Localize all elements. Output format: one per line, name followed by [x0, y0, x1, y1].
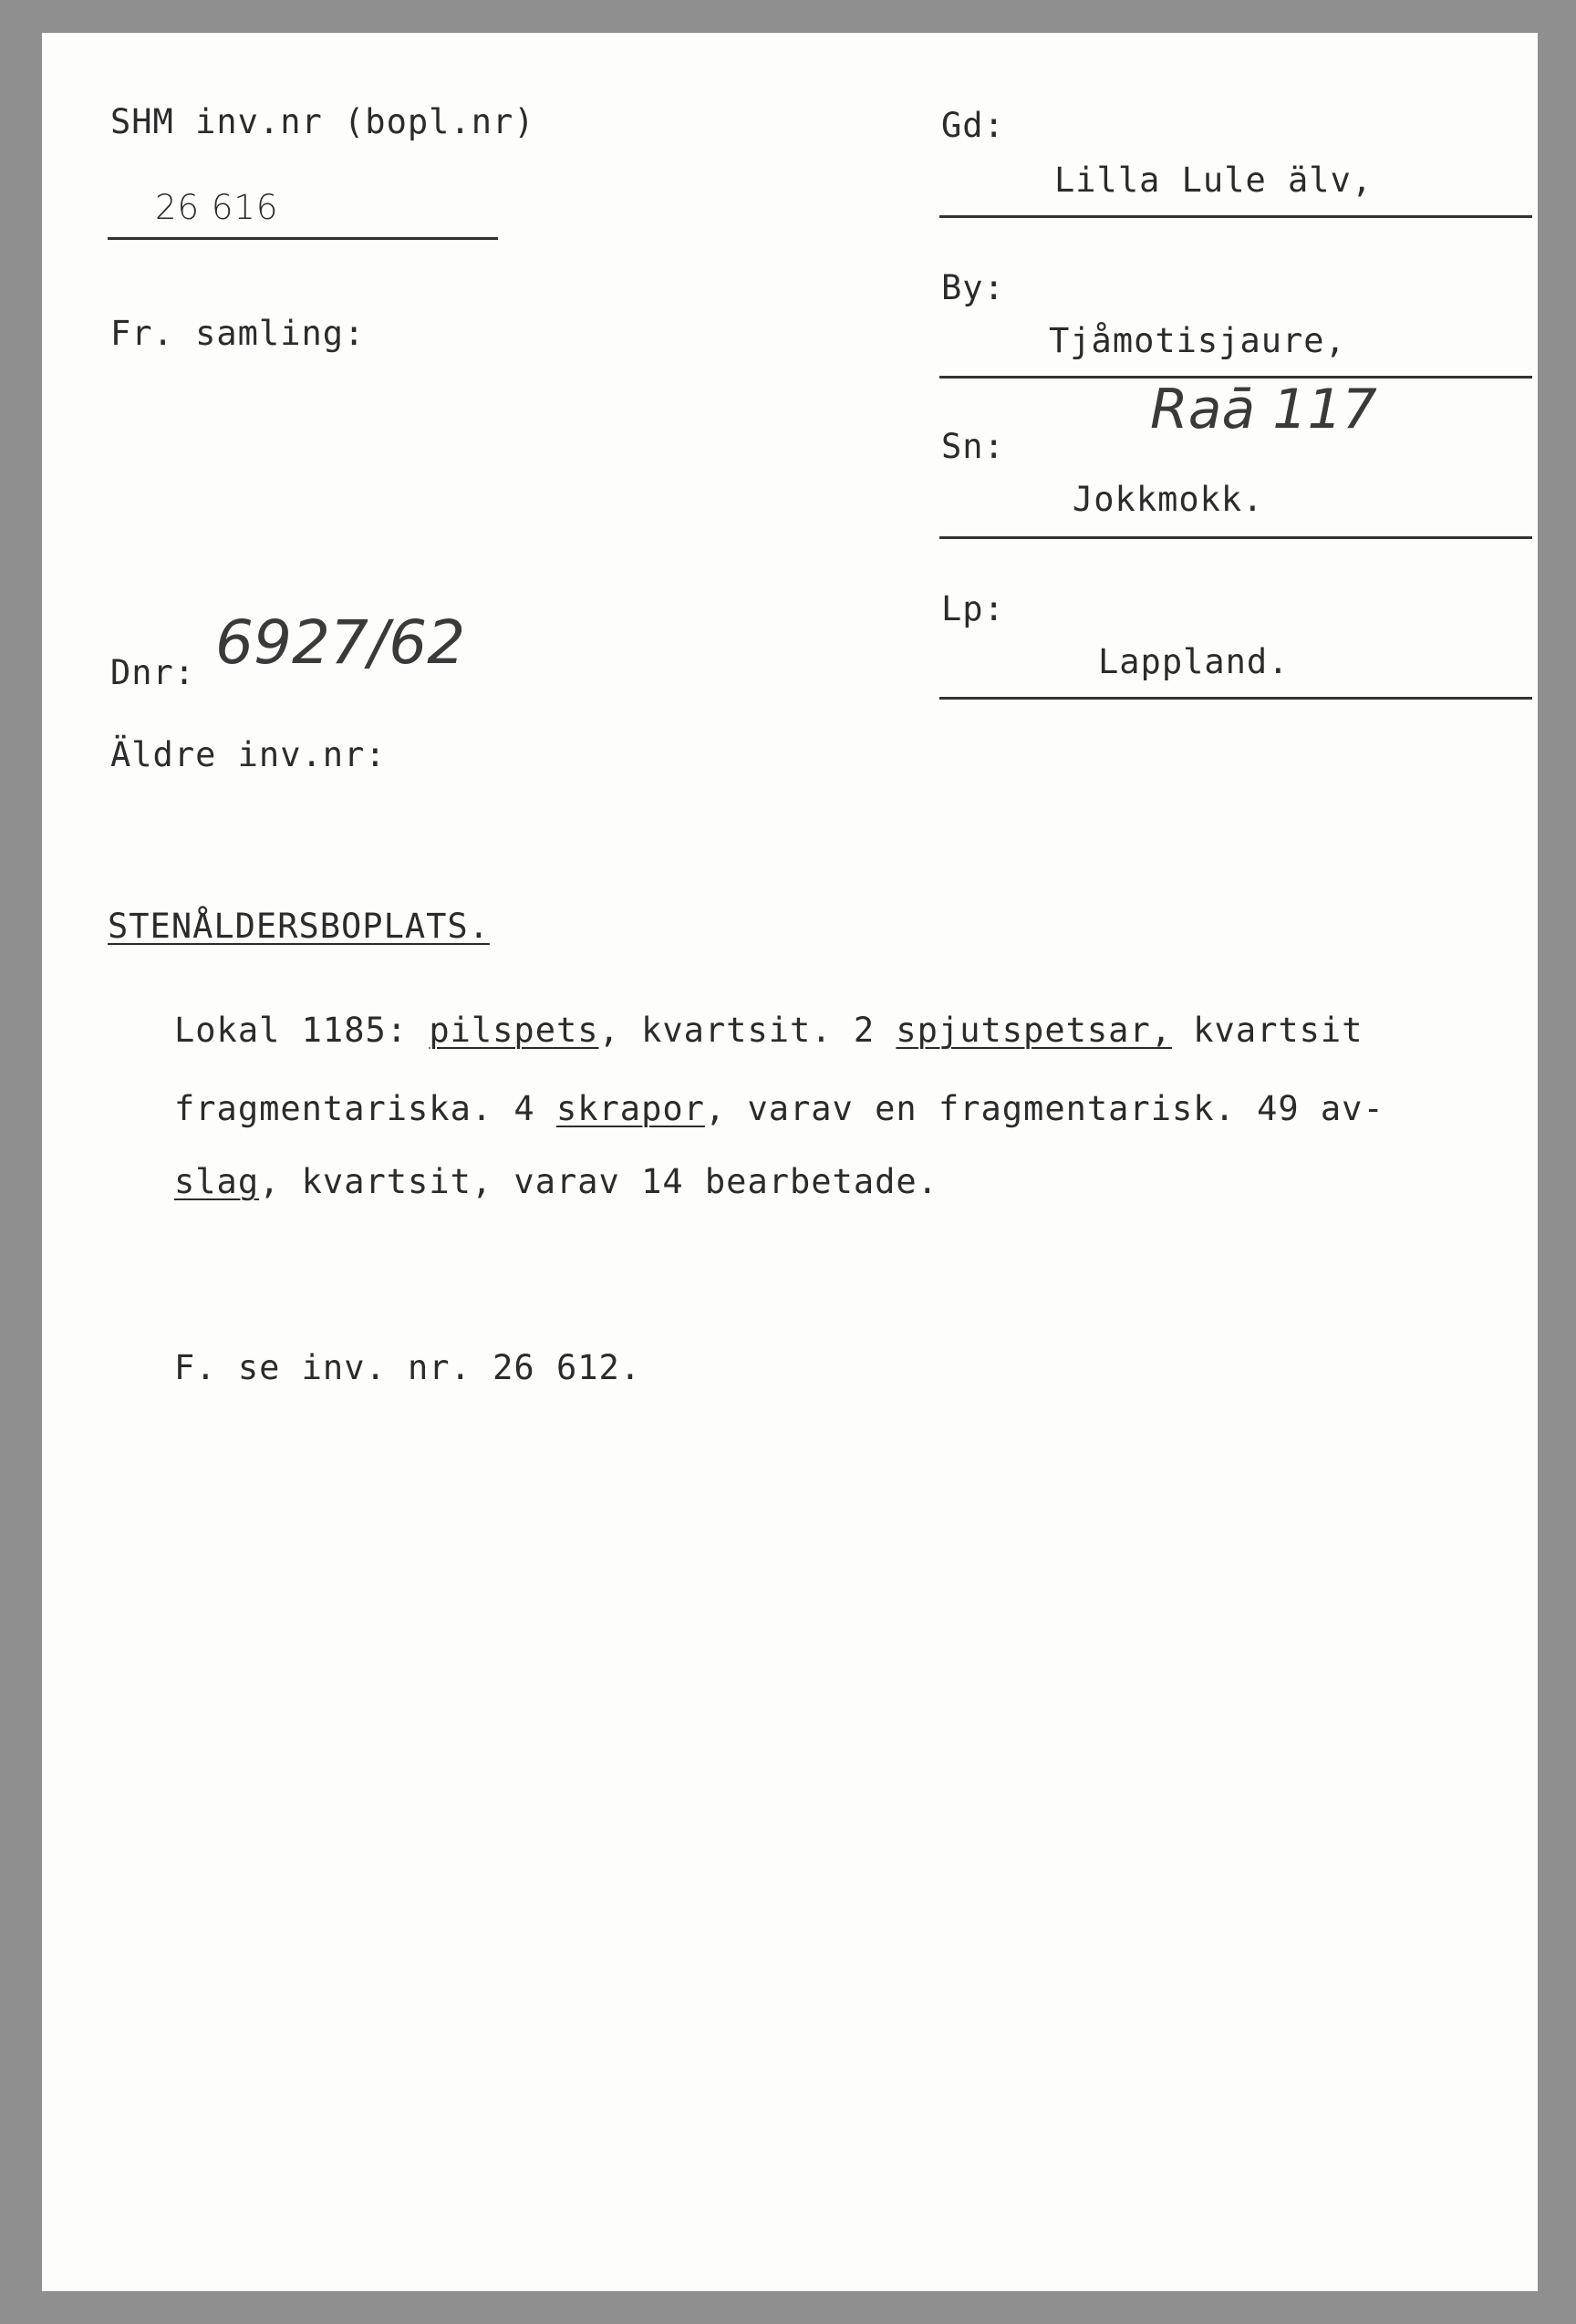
pilspets-term: pilspets — [429, 1011, 599, 1050]
gd-value: Lilla Lule älv, — [1054, 161, 1374, 200]
index-card — [42, 33, 1538, 2291]
description-line-3 — [174, 1162, 938, 1201]
l2-text-a: fragmentariska. 4 — [174, 1089, 556, 1128]
lp-rule — [939, 697, 1532, 700]
sn-value: Jokkmokk. — [1073, 480, 1264, 519]
by-value: Tjåmotisjaure, — [1049, 321, 1346, 360]
spjutspetsar-term: spjutspetsar, — [896, 1011, 1172, 1050]
l2-text-c: , varav en fragmentarisk. 49 av- — [704, 1089, 1384, 1128]
l1-text-c: , kvartsit. 2 — [598, 1011, 897, 1050]
fr-samling-label: Fr. samling: — [110, 314, 366, 353]
reference-note: F. se inv. nr. 26 612. — [174, 1348, 642, 1387]
site-heading-text: STENÅLDERSBOPLATS. — [108, 907, 490, 946]
slag-term: slag — [174, 1162, 260, 1201]
lp-value: Lappland. — [1098, 642, 1290, 681]
inv-label: SHM inv.nr (bopl.nr) — [110, 102, 535, 141]
raa-handwritten-note: Raā 117 — [1150, 378, 1377, 441]
lokal-text: Lokal 1185: — [174, 1011, 430, 1050]
sn-label: Sn: — [941, 427, 1005, 466]
sn-rule — [939, 536, 1532, 539]
by-label: By: — [941, 268, 1005, 307]
dnr-label: Dnr: — [110, 653, 196, 692]
inv-value: 26 616 — [155, 188, 279, 227]
dnr-handwritten-value: 6927/62 — [215, 607, 466, 678]
description-line-1 — [174, 1011, 1363, 1050]
aldre-inv-label: Äldre inv.nr: — [110, 735, 387, 774]
lp-label: Lp: — [941, 589, 1005, 628]
inv-underline — [108, 237, 498, 240]
site-heading — [108, 907, 490, 946]
skrapor-term: skrapor — [555, 1089, 705, 1128]
gd-label: Gd: — [941, 106, 1005, 145]
l3-text-b: , kvartsit, varav 14 bearbetade. — [259, 1162, 938, 1201]
l1-text-e: kvartsit — [1172, 1011, 1363, 1050]
description-line-2 — [174, 1089, 1384, 1128]
gd-rule — [939, 215, 1532, 218]
